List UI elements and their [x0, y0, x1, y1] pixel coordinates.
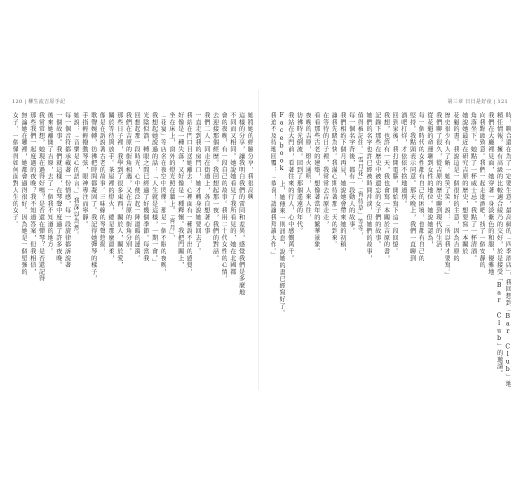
right-page-body: [266, 112, 512, 388]
right-page-header: 第三章 日日是好夜 | 121: [447, 99, 508, 105]
text-column: 彷彿時光倒流，回到了那個遙遠的年代。: [295, 112, 303, 235]
left-page: [8, 96, 254, 388]
text-column: 看看那些古老的建築，想像著當年的繁華景象。: [312, 112, 320, 255]
left-page-header: 120 | 柳生流吉原手記: [12, 99, 66, 105]
text-column: 精任情報，擁有高級的比較適合綾乃的交好，於是接受「Bar Club」的邀請。: [495, 112, 503, 377]
text-column: 手指輕輕撥動琴弦，眼神專注而寧靜。: [81, 112, 88, 228]
text-column: 這樣的分享，讓我明白我們的雷同和差異，感覺我們是多麼地: [237, 112, 245, 296]
text-column: Facebook 上，她傳來一則訊息，說她的書已經寫好了。: [278, 112, 286, 317]
text-column: 後來她離開了吉原，去了一個我不知道的地方。: [46, 112, 54, 255]
text-column: 每一個音符都承載著一份情感，每一段旋律都訴說著: [63, 112, 71, 269]
text-column: 值得被記住。「雪月花」、「宵待草」等等，: [356, 112, 364, 239]
text-column: 一個故事。我們就這樣，在琴聲中度過了許多夜晚。: [54, 112, 62, 269]
text-column: 她們的名字也許已經被時間沖淡，但她們的故事，: [365, 112, 373, 262]
text-column: 我迫不及待地回覆：「恭喜！請讓我拜讀大作。」: [269, 112, 277, 259]
text-column: 角落坐下。她點了一杯威士忌，我點了一杯清酒。: [469, 112, 477, 262]
text-column: 歷史很少有人了解。她笑了笑，說：「所以我才要寫。」: [443, 112, 451, 279]
text-column: 從花魁的命運聊到女性的地位。她說她認為，: [426, 112, 433, 248]
text-column: 我站在門口目送她離去，心裡面有一種說不出的感覺，: [185, 112, 193, 276]
text-column: 記錄下那些在歷史中被遺忘的女子們的故事。: [373, 112, 381, 248]
text-column: 每一個名字背後，都有一段動人的故事。: [347, 112, 355, 235]
text-column: 那些我們一起度過的夜晚？我不知道答案，但我相信，: [28, 112, 36, 276]
text-column: 坐在床上，窗外的燈光照在牆上。「宵月」、: [168, 112, 175, 242]
text-column: 在等待的日子裡，我常常去吉原走走，: [321, 112, 329, 228]
text-column: 像是在訴說著古老的故事。三味線的琴聲悠揚，: [98, 112, 106, 255]
text-column: 她將她的經驗分享，我很高興: [246, 112, 254, 201]
text-column: 去迎接那個經歷。我回想起那一夜，我們的對話。: [211, 112, 219, 262]
text-column: 我想起她說過的話：「人生就是這樣，一期一會。」: [150, 112, 158, 266]
text-column: 回到家後，我打開電腦，開始寫下這一段回憶。: [391, 112, 399, 255]
text-column: 我們聊了很久，從吉原的歷史聊到現代的生活，: [434, 112, 442, 255]
text-column: 酒吧打烊，才依依不捨地道別。: [399, 112, 407, 208]
text-column: 我們在吉原的街角相遇，又在吉原的街角分別。: [124, 112, 132, 255]
text-column: 好像是一種失落，又好像是一種釋懷。我把門關上，: [176, 112, 184, 269]
text-column: 歌聲婉轉，彷彿把時間都凝固了。我記得她彈琴的樣子，: [89, 112, 97, 282]
text-column: 無論她在哪裡，她都會過得很好。因為她是一個堅強的: [20, 112, 28, 276]
text-column: 會的夜晚，有一段自己的故事。我用二十代女性的心情，: [220, 112, 228, 282]
text-column: 夜晚的吉原，燈火通明，人來人往，: [304, 112, 312, 221]
text-column: 我常常想，她現在過得好嗎？是否還在彈琴？是否還記得: [37, 112, 45, 282]
text-column: 一直走到我的房門口，她才轉身說她要回去了。: [194, 112, 202, 255]
text-column: 關於等待與放手。茶屋裡的燈火，總是那麼溫柔，: [107, 112, 115, 262]
text-column: 她說：「音樂是心的語言。」我深以為然。: [72, 112, 80, 239]
text-column: 那些日子裡，我學到了很多東西，關於人，關於愛，: [115, 112, 123, 269]
text-column: 「花宴」等店名在夜空中閃爍。那是一個不眠的夜晚，: [159, 112, 167, 276]
text-column: 向我點頭致意。我們一起走進酒吧，找了一個安靜的: [478, 112, 486, 269]
text-column: 不同而又相同。她說她看見了我所看見的，她在北國都: [228, 112, 236, 276]
text-column: 我站在大門前，看著往來的行人，心中感慨萬千。: [286, 112, 294, 262]
text-column: 我想，也許有一天，我也會寫一本關於吉原的書，: [382, 112, 390, 262]
text-column: 我們二人一同走在街道上，各自想著心事: [202, 112, 210, 235]
text-column: 每一個時代的女性都有自己的困境，也都有自己的: [417, 112, 425, 262]
text-column: 女子，一個懂得如何面對人生的女子。: [11, 112, 19, 228]
text-column: 讓我先睹為快。我滿心期待著那一天的到來。: [330, 112, 338, 248]
text-column: 我們相約下個月再見，她說她會帶來她的初稿，: [339, 112, 346, 255]
left-page-body: [8, 112, 254, 388]
text-column: 回想起那一段時光，心中便泛起一陣溫暖的漣漪。: [133, 112, 141, 262]
text-column: 花魁的書。我說這是一個很好的主意，因為吉原的: [452, 112, 460, 262]
spread-gutter: [258, 90, 259, 390]
text-column: 光陰似箭，轉眼之間已經過了好幾個季節。每當我: [141, 112, 149, 262]
text-column: 時，聊合還在為了一定要生意，最高級的「四季酒店」，我回想到「Bar Club」地: [504, 112, 512, 388]
right-page: [266, 96, 512, 388]
text-column: 她說她最近在研究吉原的歷史，想要寫一本關於: [460, 112, 468, 255]
text-column: 堅持。我點頭表示同意。那天晚上，我們一直聊到: [408, 112, 416, 262]
text-column: 我們在大廳裡見面，她穿著一身淡紫色的和服，優雅地: [486, 112, 494, 276]
